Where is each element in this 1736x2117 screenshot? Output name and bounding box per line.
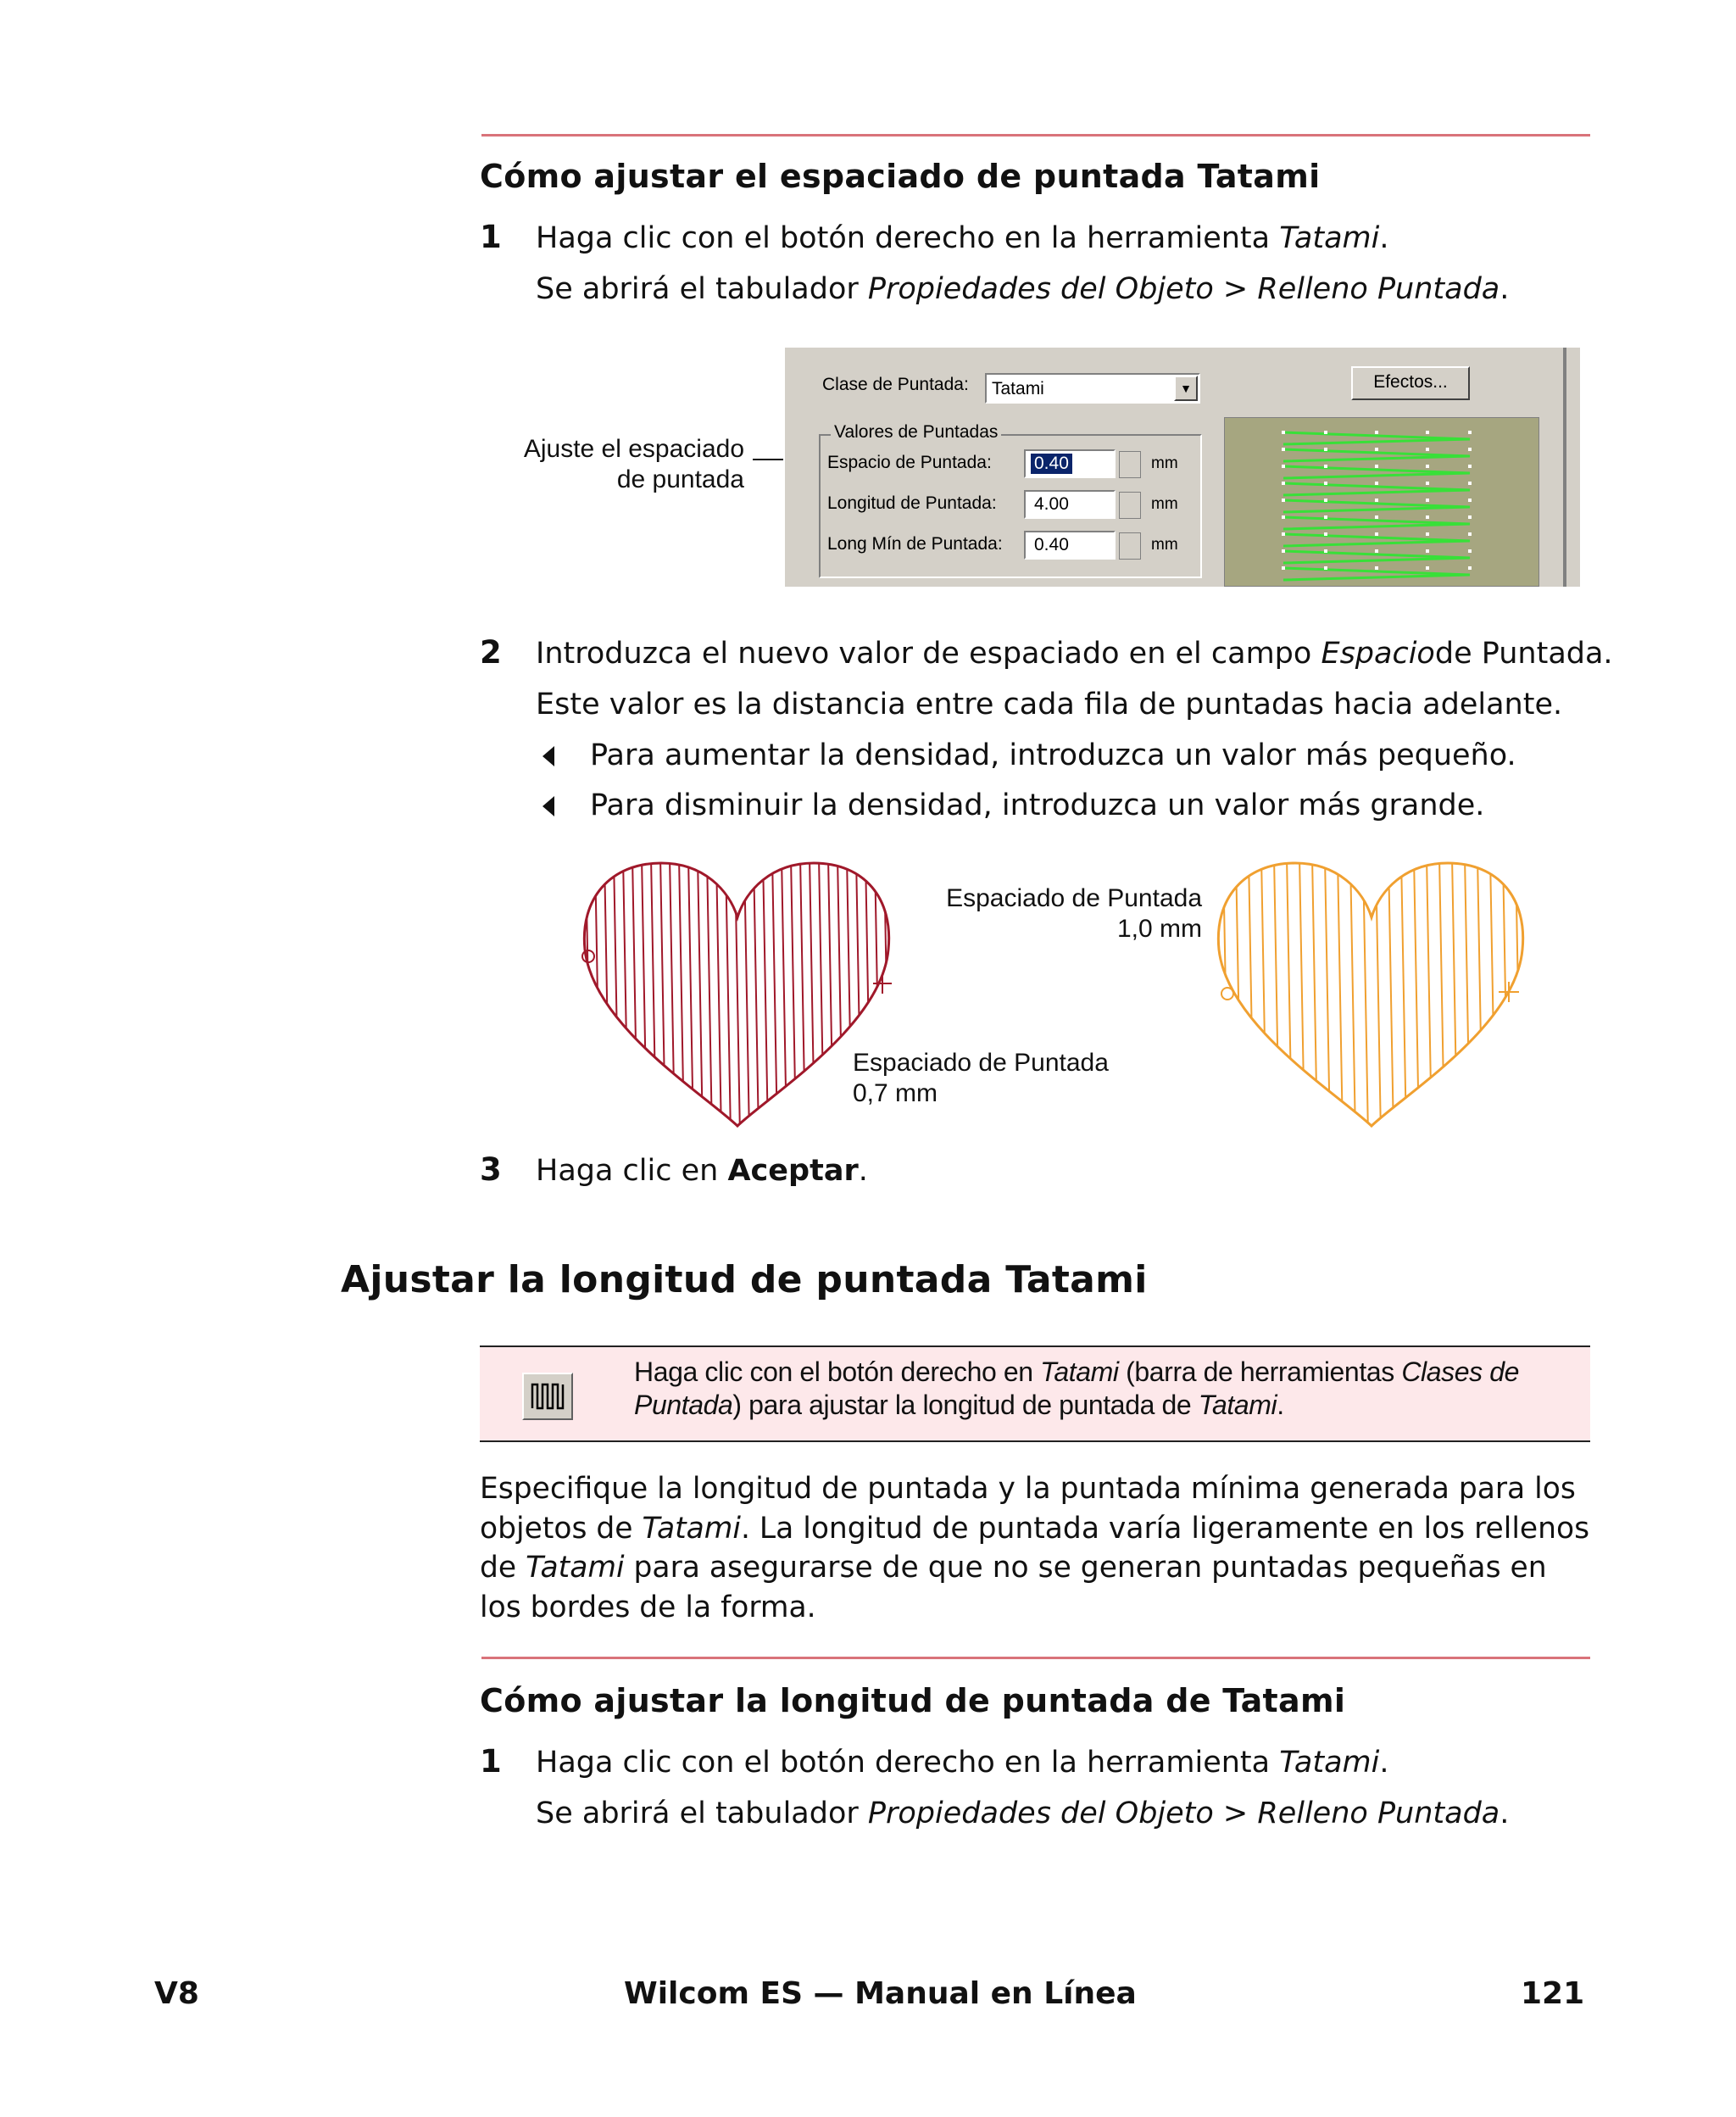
stitch-type-label: Clase de Puntada: xyxy=(822,375,969,394)
preview-needle-point xyxy=(1282,465,1285,468)
step-number: 1 xyxy=(480,219,502,255)
preview-needle-point xyxy=(1282,482,1285,485)
stitch-line xyxy=(688,856,693,1136)
preview-needle-point xyxy=(1282,499,1285,502)
dialog-right-edge xyxy=(1563,348,1566,587)
object-properties-dialog xyxy=(783,346,1582,588)
preview-needle-point xyxy=(1282,532,1285,536)
preview-needle-point xyxy=(1375,549,1378,553)
length-input[interactable]: 4.00 xyxy=(1024,490,1116,519)
preview-needle-point xyxy=(1375,566,1378,570)
stitch-line xyxy=(754,856,759,1136)
stitch-line xyxy=(782,856,787,1136)
minlength-label: Long Mín de Puntada: xyxy=(827,534,1003,554)
stitch-line xyxy=(828,856,833,1136)
preview-needle-point xyxy=(1324,515,1327,519)
preview-needle-point xyxy=(1426,465,1429,468)
stitch-line xyxy=(1452,856,1457,1136)
stitch-line xyxy=(1350,856,1355,1136)
stitch-line xyxy=(716,856,721,1136)
stitch-type-select[interactable]: Tatami ▼ xyxy=(985,373,1200,404)
callout-label: Ajuste el espaciado de puntada xyxy=(523,435,744,493)
preview-needle-point xyxy=(1324,482,1327,485)
stitch-line xyxy=(1477,856,1483,1136)
spacing-label: Espacio de Puntada: xyxy=(827,453,992,472)
bullet-item: Para aumentar la densidad, introduzca un valor más pequeño. xyxy=(590,738,1516,772)
stitch-line xyxy=(707,856,712,1136)
stitch-line xyxy=(595,856,600,1136)
heart-sparse-stitching xyxy=(1210,856,1533,1136)
preview-needle-point xyxy=(1375,431,1378,434)
stitch-preview xyxy=(1224,417,1539,587)
preview-needle-point xyxy=(1282,515,1285,519)
preview-needle-point xyxy=(1282,431,1285,434)
stitch-line xyxy=(1516,856,1521,1136)
group-label: Valores de Puntadas xyxy=(831,422,1001,443)
step-text: Haga clic en Aceptar. xyxy=(536,1154,868,1188)
stitch-line xyxy=(735,856,740,1136)
step-subtext: Se abrirá el tabulador Propiedades del Objeto > Relleno Puntada. xyxy=(536,272,1510,306)
length-spinner[interactable] xyxy=(1119,492,1141,519)
preview-needle-point xyxy=(1375,515,1378,519)
stitch-line xyxy=(1325,856,1330,1136)
preview-needle-point xyxy=(1468,482,1472,485)
section-divider xyxy=(481,1657,1590,1659)
footer-page-number: 121 xyxy=(1521,1976,1585,2011)
stitch-line xyxy=(576,856,581,1136)
length-label: Longitud de Puntada: xyxy=(827,493,997,513)
stitch-line xyxy=(1312,856,1317,1136)
stitch-line xyxy=(819,856,824,1136)
dropdown-arrow-icon[interactable]: ▼ xyxy=(1174,376,1198,401)
bullet-arrow-icon xyxy=(542,796,554,816)
preview-needle-point xyxy=(1468,448,1472,451)
preview-needle-point xyxy=(1282,566,1285,570)
note-text: Haga clic con el botón derecho en Tatami (barra de herramientas Clases de Puntada) para ajustar la longitud de puntada de Tatami. xyxy=(634,1357,1520,1420)
preview-needle-point xyxy=(1282,448,1285,451)
stitch-line xyxy=(1414,856,1419,1136)
stitch-line xyxy=(1299,856,1305,1136)
bullet-arrow-icon xyxy=(542,746,554,766)
stitch-line xyxy=(670,856,675,1136)
tool-note xyxy=(480,1345,1590,1442)
stitch-line xyxy=(632,856,637,1136)
preview-needle-point xyxy=(1468,566,1472,570)
stitch-line xyxy=(791,856,796,1136)
stitch-line xyxy=(651,856,656,1136)
preview-needle-point xyxy=(1426,431,1429,434)
stitch-line xyxy=(837,856,843,1136)
preview-needle-point xyxy=(1426,448,1429,451)
preview-needle-point xyxy=(1324,566,1327,570)
spacing-unit: mm xyxy=(1151,454,1178,472)
preview-needle-point xyxy=(1375,482,1378,485)
step-text: Haga clic con el botón derecho en la herramienta Tatami. xyxy=(536,221,1389,255)
preview-needle-point xyxy=(1468,465,1472,468)
section-heading: Cómo ajustar el espaciado de puntada Tatami xyxy=(480,158,1321,195)
preview-needle-point xyxy=(1426,515,1429,519)
step-text: Haga clic con el botón derecho en la herramienta Tatami. xyxy=(536,1746,1389,1780)
preview-needle-point xyxy=(1426,499,1429,502)
tatami-tool-icon[interactable] xyxy=(522,1373,573,1420)
stitch-line xyxy=(1261,856,1266,1136)
stitch-line xyxy=(1249,856,1254,1136)
stitch-line xyxy=(1401,856,1406,1136)
step-number: 1 xyxy=(480,1743,502,1780)
step-subtext: Este valor es la distancia entre cada fila de puntadas hacia adelante. xyxy=(536,688,1563,721)
bullet-item: Para disminuir la densidad, introduzca un valor más grande. xyxy=(590,788,1485,822)
preview-needle-point xyxy=(1324,532,1327,536)
stitch-line xyxy=(642,856,647,1136)
footer-version: V8 xyxy=(154,1976,199,2011)
step-number: 2 xyxy=(480,634,502,671)
preview-needle-point xyxy=(1375,448,1378,451)
stitch-line xyxy=(604,856,609,1136)
step-subtext: Se abrirá el tabulador Propiedades del Objeto > Relleno Puntada. xyxy=(536,1797,1510,1830)
spacing-spinner[interactable] xyxy=(1119,451,1141,478)
stitch-line xyxy=(1210,856,1216,1136)
preview-needle-point xyxy=(1375,532,1378,536)
preview-needle-point xyxy=(1468,532,1472,536)
stitch-line xyxy=(1427,856,1432,1136)
preview-needle-point xyxy=(1324,448,1327,451)
heart-sparse-label: Espaciado de Puntada 1,0 mm xyxy=(946,884,1202,943)
preview-needle-point xyxy=(1375,465,1378,468)
step-number: 3 xyxy=(480,1151,502,1188)
spacing-input[interactable]: 0.40 xyxy=(1024,449,1116,478)
minlength-input[interactable]: 0.40 xyxy=(1024,531,1116,560)
preview-needle-point xyxy=(1468,549,1472,553)
minlength-unit: mm xyxy=(1151,536,1178,554)
preview-needle-point xyxy=(1375,499,1378,502)
footer-title: Wilcom ES — Manual en Línea xyxy=(624,1976,1137,2011)
body-paragraph: Especifique la longitud de puntada y la puntada mínima generada para los objetos de Tatami. La longitud de puntada varía ligeramente en los rellenos de Tatami para asegurarse de que no se generan puntadas pequeñas en los bordes de la forma. xyxy=(480,1472,1590,1624)
effects-button[interactable]: Efectos... xyxy=(1351,366,1470,400)
stitch-line xyxy=(800,856,805,1136)
stitch-line xyxy=(763,856,768,1136)
stitch-line xyxy=(1465,856,1470,1136)
stitch-line xyxy=(679,856,684,1136)
preview-needle-point xyxy=(1468,515,1472,519)
preview-needle-point xyxy=(1468,431,1472,434)
stitch-line xyxy=(847,856,852,1136)
step-text: Introduzca el nuevo valor de espaciado en el campo Espaciode Puntada. xyxy=(536,637,1613,671)
heart-dense-stitching xyxy=(576,856,899,1136)
stitch-line xyxy=(810,856,815,1136)
stitch-line xyxy=(1287,856,1292,1136)
stitch-line xyxy=(1388,856,1394,1136)
length-unit: mm xyxy=(1151,495,1178,513)
section-title: Ajustar la longitud de puntada Tatami xyxy=(341,1258,1148,1301)
preview-needle-point xyxy=(1426,482,1429,485)
preview-needle-point xyxy=(1324,431,1327,434)
preview-needle-point xyxy=(1324,499,1327,502)
preview-needle-point xyxy=(1282,549,1285,553)
minlength-spinner[interactable] xyxy=(1119,532,1141,560)
stitch-line xyxy=(660,856,665,1136)
stitch-line xyxy=(586,856,591,1136)
stitch-line xyxy=(1490,856,1495,1136)
stitch-line xyxy=(623,856,628,1136)
stitch-line xyxy=(1274,856,1279,1136)
preview-needle-point xyxy=(1426,566,1429,570)
stitch-line xyxy=(614,856,619,1136)
section-divider xyxy=(481,134,1590,136)
section-heading: Cómo ajustar la longitud de puntada de Tatami xyxy=(480,1682,1346,1719)
preview-needle-point xyxy=(1324,465,1327,468)
stitch-line xyxy=(1439,856,1444,1136)
stitch-line xyxy=(1528,856,1533,1136)
preview-needle-point xyxy=(1426,532,1429,536)
preview-needle-point xyxy=(1468,499,1472,502)
preview-needle-point xyxy=(1324,549,1327,553)
preview-needle-point xyxy=(1426,549,1429,553)
stitch-line xyxy=(1338,856,1343,1136)
heart-dense-label: Espaciado de Puntada 0,7 mm xyxy=(853,1049,1109,1107)
